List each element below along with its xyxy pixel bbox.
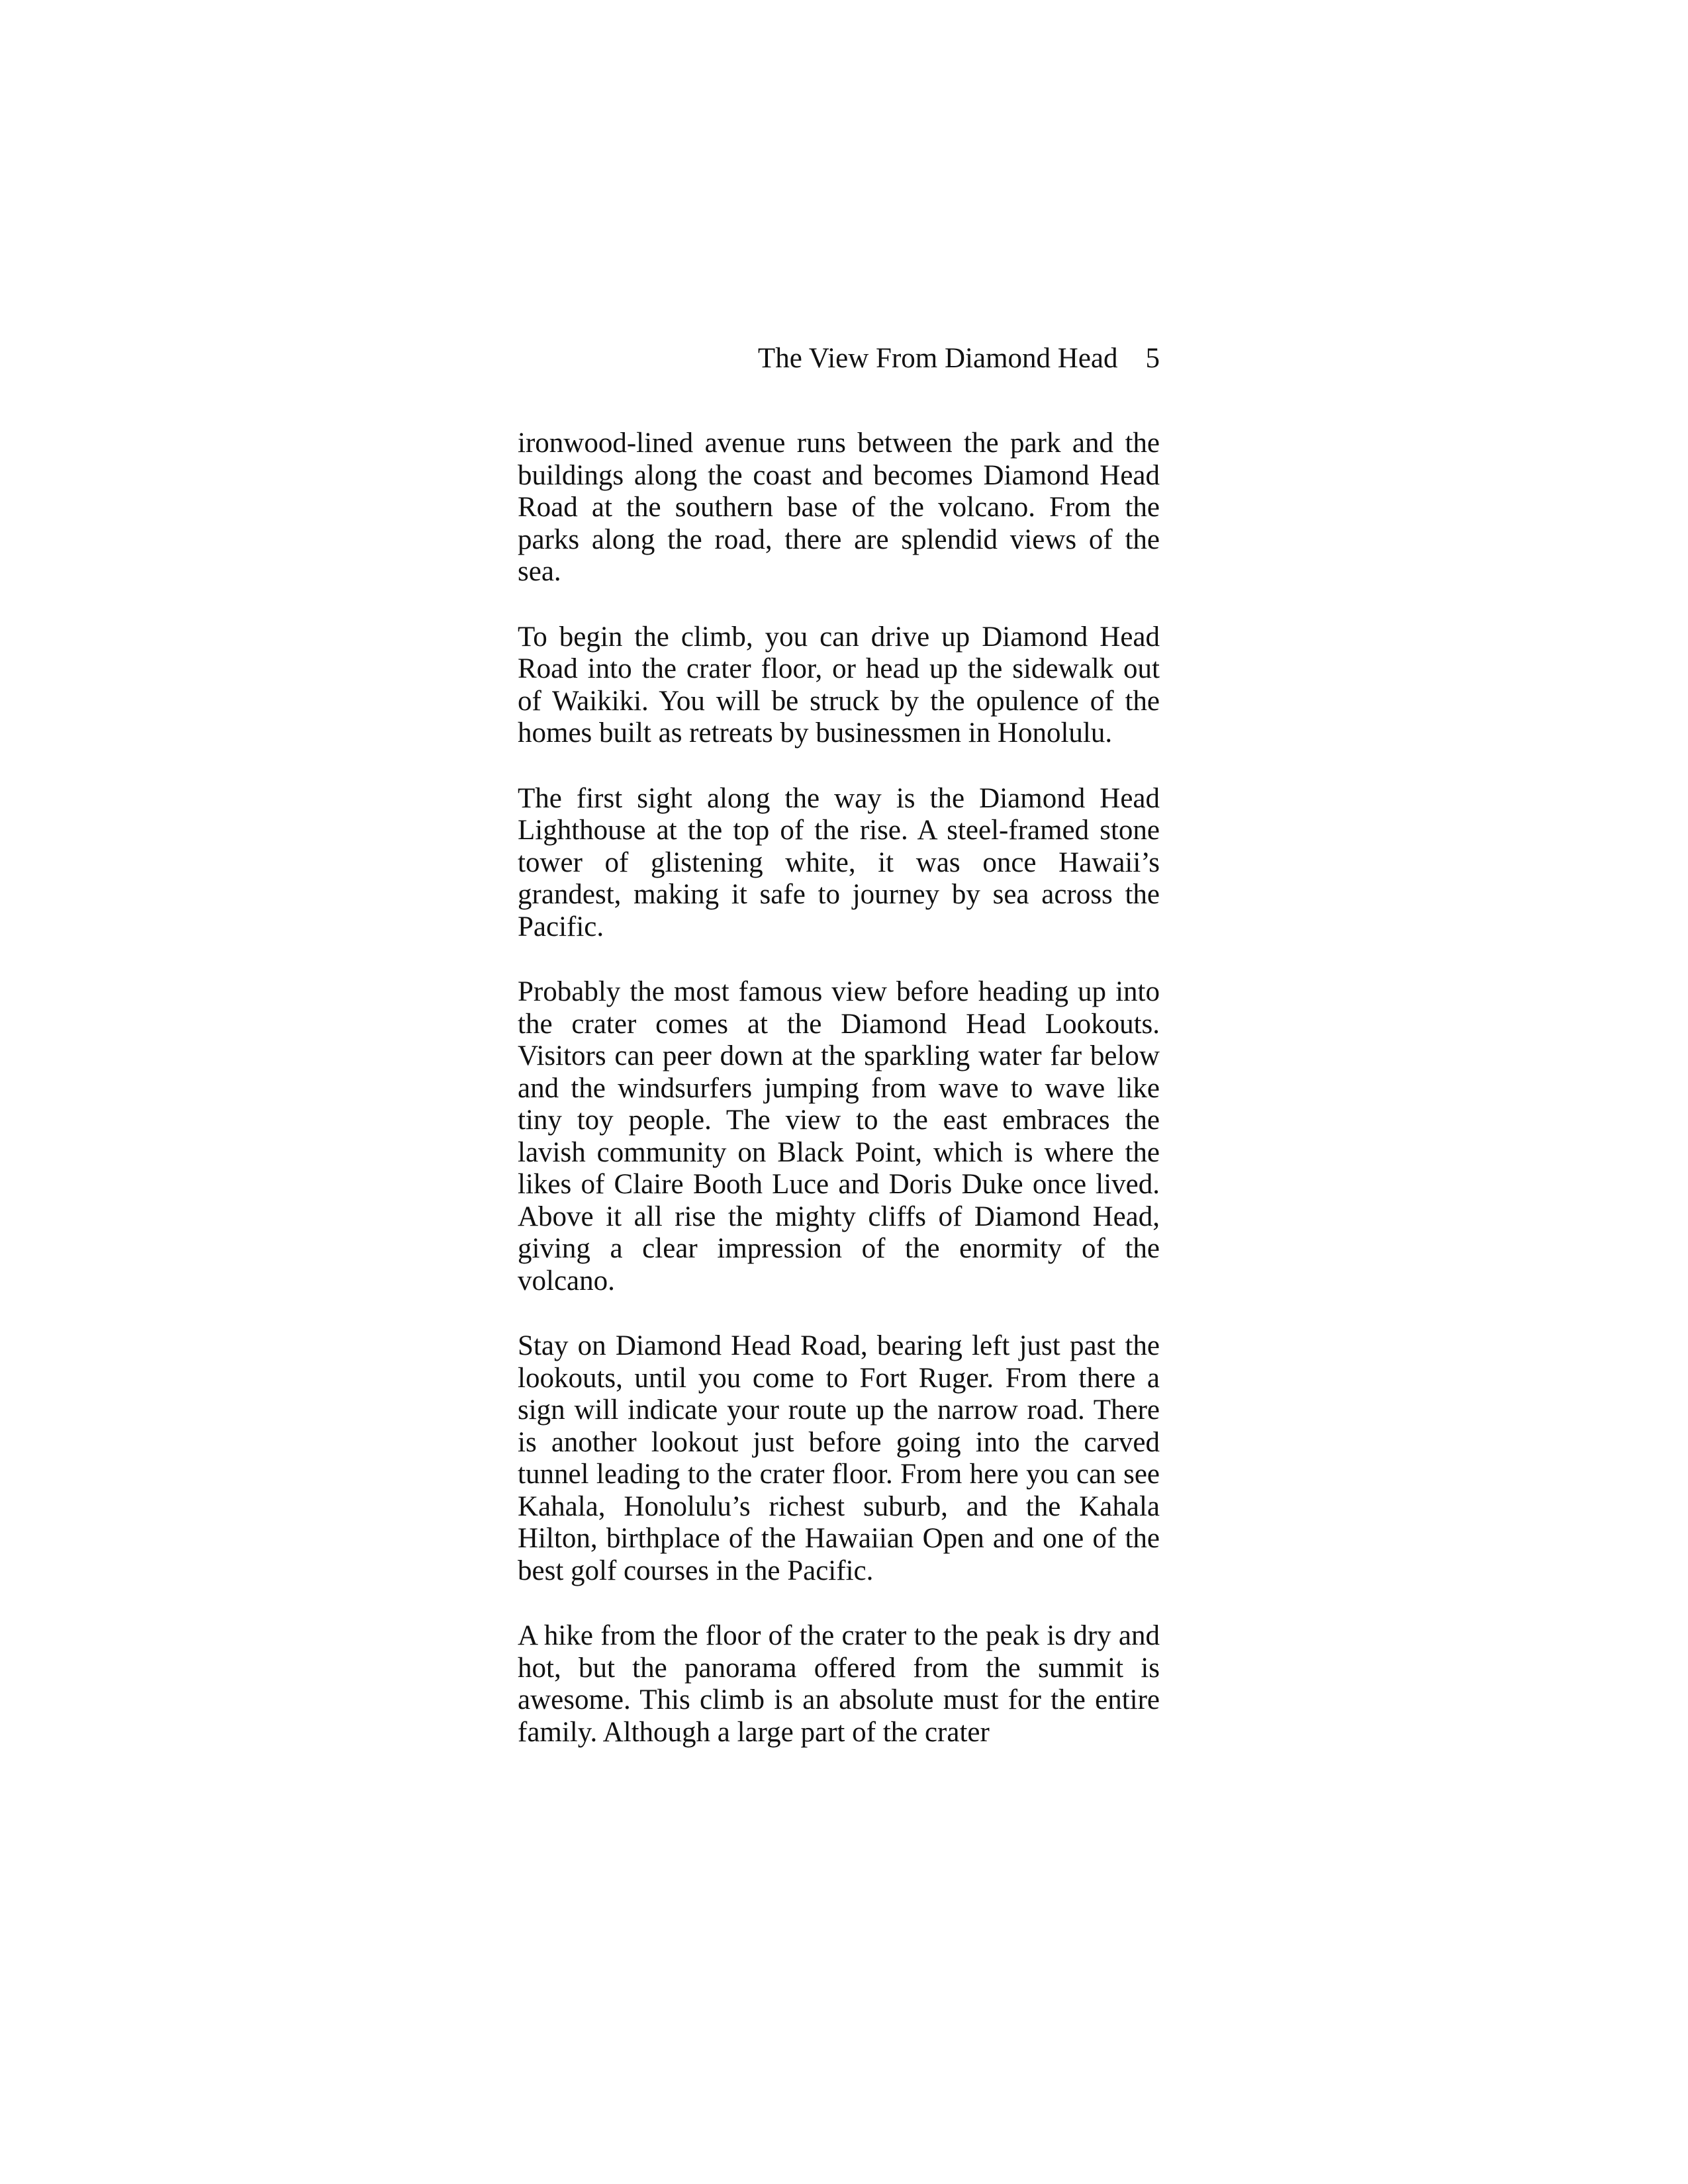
paragraph: Probably the most famous view before heading up into the crater comes at the Diamond Head Lookouts. Visitors can peer down at the sparkling water far below and the windsurfers jumping from wave to wave like tiny toy people. The view to the east embraces the lavish community on Black Point, which is where the likes of Claire Booth Luce and Doris Duke once lived. Above it all rise the mighty cliffs of Diamond Head, giving a clear impression of the enormity of the volcano. — [518, 976, 1160, 1297]
paragraph: To begin the climb, you can drive up Diamond Head Road into the crater floor, or head up the sidewalk out of Waikiki. You will be struck by the opulence of the homes built as retreats by businessmen in Honolulu. — [518, 621, 1160, 749]
page-number: 5 — [1145, 343, 1160, 374]
paragraph: The first sight along the way is the Diamond Head Lighthouse at the top of the rise. A steel-framed stone tower of glistening white, it was once Hawaii’s grandest, making it safe to journey by sea across the Pacific. — [518, 782, 1160, 942]
paragraph: ironwood-lined avenue runs between the park and the buildings along the coast and becomes Diamond Head Road at the southern base of the volcano. From the parks along the road, there are splendid views of the sea. — [518, 428, 1160, 587]
running-head — [518, 339, 1160, 379]
running-title: The View From Diamond Head — [757, 343, 1118, 374]
body-text — [518, 428, 1160, 1749]
paragraph: Stay on Diamond Head Road, bearing left just past the lookouts, until you come to Fort Ruger. From there a sign will indicate your route up the narrow road. There is another lookout just before going into the carved tunnel leading to the crater floor. From here you can see Kahala, Honolulu’s richest suburb, and the Kahala Hilton, birthplace of the Hawaiian Open and one of the best golf courses in the Pacific. — [518, 1330, 1160, 1586]
paragraph: A hike from the floor of the crater to the peak is dry and hot, but the panorama offered from the summit is awesome. This climb is an absolute must for the entire family. Although a large part of the crater — [518, 1620, 1160, 1748]
